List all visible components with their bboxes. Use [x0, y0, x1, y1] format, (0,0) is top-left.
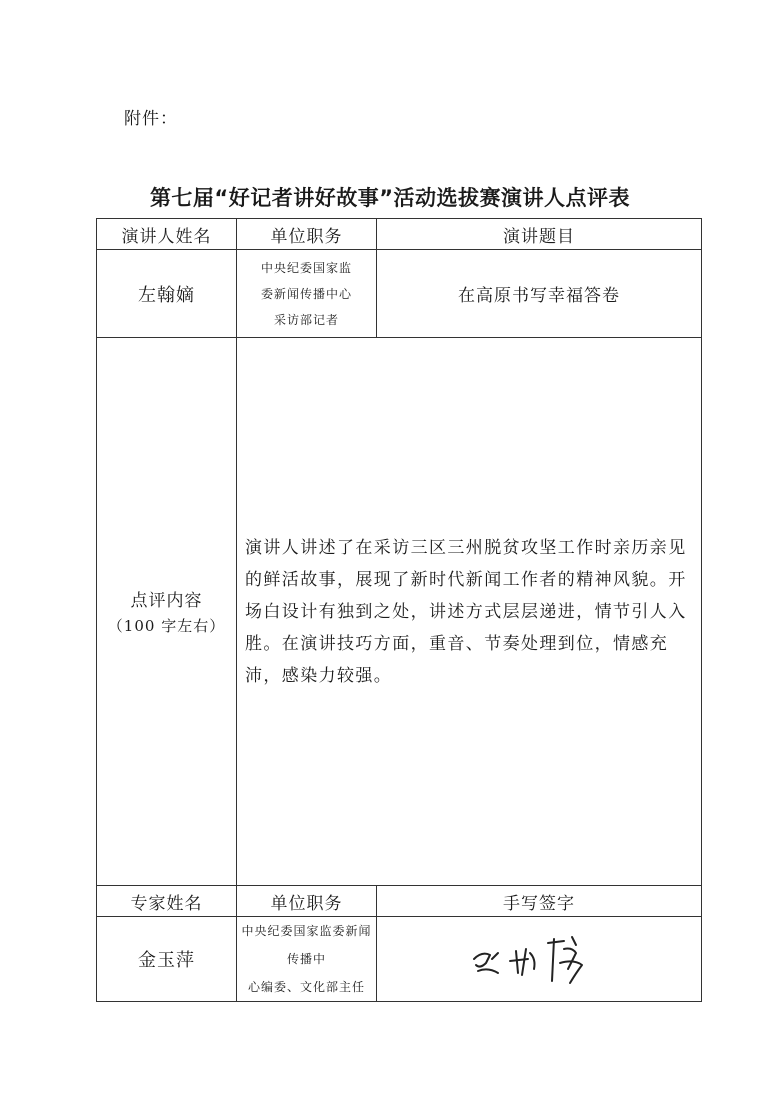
unit-position-header: 单位职务: [237, 219, 377, 250]
expert-row: [97, 917, 702, 1002]
expert-unit: [237, 917, 377, 1002]
expert-header-row: [97, 886, 702, 917]
comment-row: [97, 338, 702, 886]
handwritten-signature-header: 手写签字: [377, 886, 702, 917]
expert-unit-line-1: 中央纪委国家监委新闻传播中: [241, 924, 372, 966]
speaker-unit: [237, 250, 377, 338]
handwritten-signature-image: [464, 929, 614, 989]
comment-word-limit-note: （100 字左右）: [107, 617, 226, 635]
speech-topic-header: 演讲题目: [377, 219, 702, 250]
expert-name: 金玉萍: [97, 917, 237, 1002]
attachment-label: 附件：: [124, 109, 178, 129]
expert-unit-position-header: 单位职务: [237, 886, 377, 917]
review-form-table: [96, 218, 702, 1002]
comment-label: 点评内容: [130, 591, 203, 611]
speaker-unit-line-1: 中央纪委国家监: [260, 260, 352, 275]
speech-topic: 在高原书写幸福答卷: [377, 250, 702, 338]
header-row: [97, 219, 702, 250]
speaker-name-header: 演讲人姓名: [97, 219, 237, 250]
comment-label-cell: [97, 338, 237, 886]
expert-name-header: 专家姓名: [97, 886, 237, 917]
speaker-name: 左翰嫡: [97, 250, 237, 338]
speaker-row: [97, 250, 702, 338]
expert-unit-line-2: 心编委、文化部主任: [247, 980, 365, 994]
speaker-unit-line-3: 采访部记者: [273, 312, 339, 327]
signature-cell: [377, 917, 702, 1002]
form-title: 第七届“好记者讲好故事”活动选拔赛演讲人点评表: [149, 186, 631, 210]
speaker-unit-line-2: 委新闻传播中心: [260, 286, 352, 301]
comment-text: 演讲人讲述了在采访三区三州脱贫攻坚工作时亲历亲见的鲜活故事，展现了新时代新闻工作者的精神风貌。开场白设计有独到之处，讲述方式层层递进，情节引人入胜。在演讲技巧方面，重音、节奏处理到位，情感充沛，感染力较强。: [237, 338, 702, 886]
